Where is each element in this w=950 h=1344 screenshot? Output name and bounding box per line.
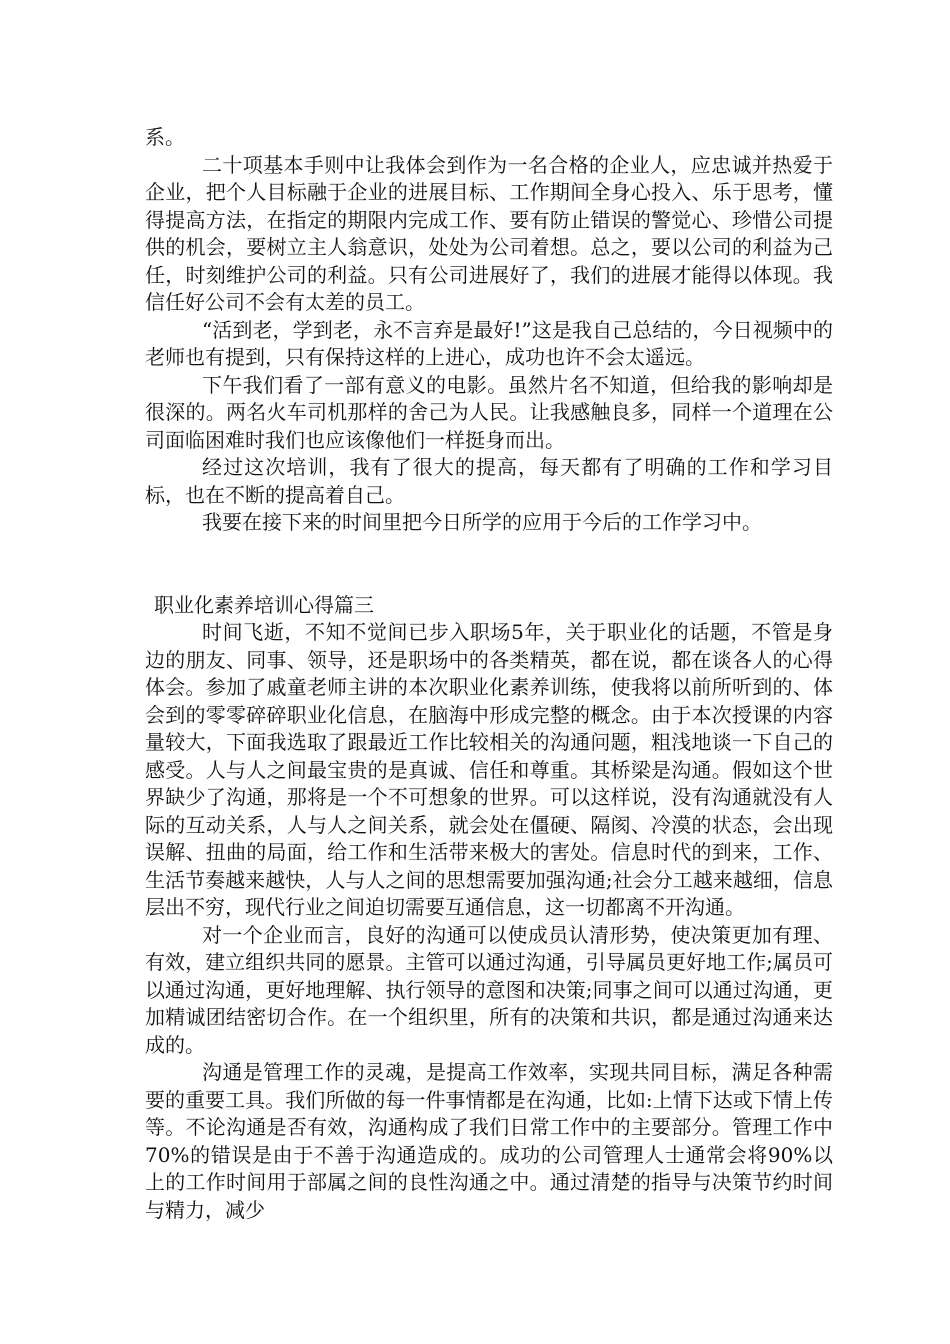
section-gap bbox=[145, 537, 833, 592]
paragraph-continuation: 系。 bbox=[145, 125, 185, 149]
paragraph: 对一个企业而言，良好的沟通可以使成员认清形势，使决策更加有理、有效，建立组织共同的愿景。主管可以通过沟通，引导属员更好地工作;属员可以通过沟通，更好地理解、执行领导的意图和决策;同事之间可以通过沟通，更加精诚团结密切合作。在一个组织里，所有的决策和共识，都是通过沟通来达成的。 bbox=[145, 922, 833, 1057]
paragraph: “活到老，学到老，永不言弃是最好!”这是我自己总结的，今日视频中的老师也有提到，只有保持这样的上进心，成功也许不会太遥远。 bbox=[145, 317, 833, 369]
paragraph: 下午我们看了一部有意义的电影。虽然片名不知道，但给我的影响却是很深的。两名火车司机那样的舍己为人民。让我感触良多，同样一个道理在公司面临困难时我们也应该像他们一样挺身而出。 bbox=[145, 372, 833, 452]
section-heading: 职业化素养培训心得篇三 bbox=[154, 592, 374, 617]
document-page bbox=[145, 124, 833, 1224]
paragraph: 沟通是管理工作的灵魂，是提高工作效率，实现共同目标，满足各种需要的重要工具。我们所做的每一件事情都是在沟通，比如:上情下达或下情上传等。不论沟通是否有效，沟通构成了我们日常工作中的主要部分。管理工作中70%的错误是由于不善于沟通造成的。成功的公司管理人士通常会将90%以上的工作时间用于部属之间的良性沟通之中。通过清楚的指导与决策节约时间与精力，减少 bbox=[145, 1060, 833, 1222]
paragraph: 二十项基本手则中让我体会到作为一名合格的企业人，应忠诚并热爱于企业，把个人目标融于企业的进展目标、工作期间全身心投入、乐于思考，懂得提高方法，在指定的期限内完成工作、要有防止错误的警觉心、珍惜公司提供的机会，要树立主人翁意识，处处为公司着想。总之，要以公司的利益为己任，时刻维护公司的利益。只有公司进展好了，我们的进展才能得以体现。我信任好公司不会有太差的员工。 bbox=[145, 152, 833, 314]
paragraph: 时间飞逝，不知不觉间已步入职场5年，关于职业化的话题，不管是身边的朋友、同事、领导，还是职场中的各类精英，都在说，都在谈各人的心得体会。参加了戚童老师主讲的本次职业化素养训练，使我将以前所听到的、体会到的零零碎碎职业化信息，在脑海中形成完整的概念。由于本次授课的内容量较大，下面我选取了跟最近工作比较相关的沟通问题，粗浅地谈一下自己的感受。人与人之间最宝贵的是真诚、信任和尊重。其桥梁是沟通。假如这个世界缺少了沟通，那将是一个不可想象的世界。可以这样说，没有沟通就没有人际的互动关系，人与人之间关系，就会处在僵硬、隔阂、冷漠的状态，会出现误解、扭曲的局面，给工作和生活带来极大的害处。信息时代的到来，工作、生活节奏越来越快，人与人之间的思想需要加强沟通;社会分工越来越细，信息层出不穷，现代行业之间迫切需要互通信息，这一切都离不开沟通。 bbox=[145, 620, 833, 919]
section-two bbox=[145, 592, 833, 1225]
paragraph: 我要在接下来的时间里把今日所学的应用于今后的工作学习中。 bbox=[202, 510, 762, 534]
section-one bbox=[145, 124, 833, 537]
paragraph: 经过这次培训，我有了很大的提高，每天都有了明确的工作和学习目标，也在不断的提高着自己。 bbox=[145, 455, 833, 507]
